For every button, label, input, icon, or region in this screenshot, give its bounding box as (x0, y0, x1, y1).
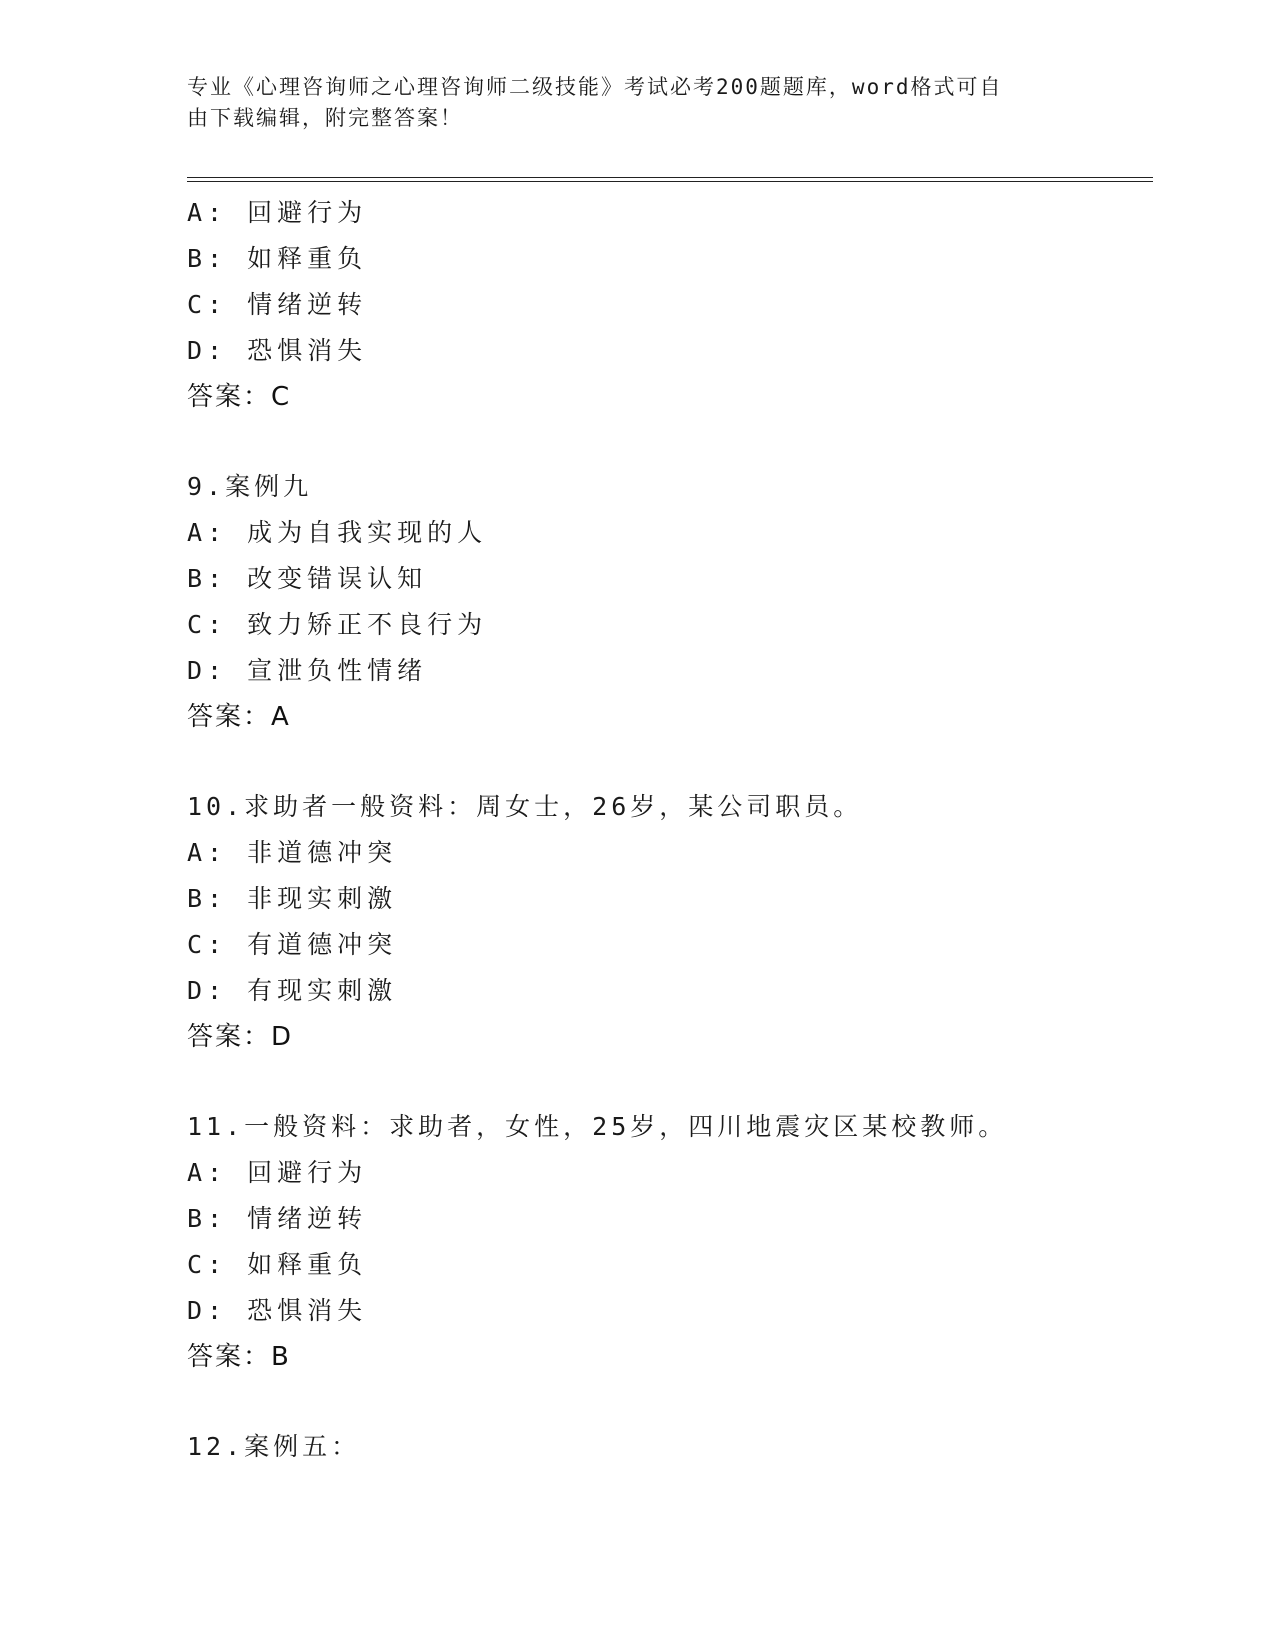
answer-line: 答案：A (187, 702, 291, 732)
option-b: B: 非现实刺激 (187, 884, 398, 913)
option-c: C: 致力矫正不良行为 (187, 610, 488, 639)
question-title: 10.求助者一般资料：周女士，26岁，某公司职员。 (187, 792, 863, 821)
option-b: B: 如释重负 (187, 244, 368, 273)
document-header (187, 72, 1067, 134)
option-a: A: 非道德冲突 (187, 838, 398, 867)
question-title: 9.案例九 (187, 472, 313, 501)
option-b: B: 情绪逆转 (187, 1204, 368, 1233)
question-title: 11.一般资料：求助者，女性，25岁，四川地震灾区某校教师。 (187, 1112, 1008, 1141)
option-d: D: 恐惧消失 (187, 336, 368, 365)
option-b: B: 改变错误认知 (187, 564, 428, 593)
option-a: A: 回避行为 (187, 198, 368, 227)
option-d: D: 有现实刺激 (187, 976, 398, 1005)
header-line-1: 专业《心理咨询师之心理咨询师二级技能》考试必考200题题库，word格式可自 (187, 75, 1003, 99)
option-d: D: 宣泄负性情绪 (187, 656, 428, 685)
header-line-2: 由下载编辑，附完整答案！ (187, 106, 463, 130)
option-c: C: 有道德冲突 (187, 930, 398, 959)
option-a: A: 成为自我实现的人 (187, 518, 488, 547)
question-10 (187, 784, 1153, 1060)
question-title: 12.案例五： (187, 1432, 361, 1461)
question-12 (187, 1424, 1153, 1470)
option-a: A: 回避行为 (187, 1158, 368, 1187)
option-c: C: 如释重负 (187, 1250, 368, 1279)
question-8-continued (187, 190, 1153, 420)
answer-line: 答案：C (187, 382, 292, 412)
question-list (187, 190, 1153, 1514)
answer-line: 答案：D (187, 1022, 294, 1052)
option-c: C: 情绪逆转 (187, 290, 368, 319)
question-9 (187, 464, 1153, 740)
option-d: D: 恐惧消失 (187, 1296, 368, 1325)
answer-line: 答案：B (187, 1342, 291, 1372)
header-double-rule (187, 177, 1153, 182)
question-11 (187, 1104, 1153, 1380)
